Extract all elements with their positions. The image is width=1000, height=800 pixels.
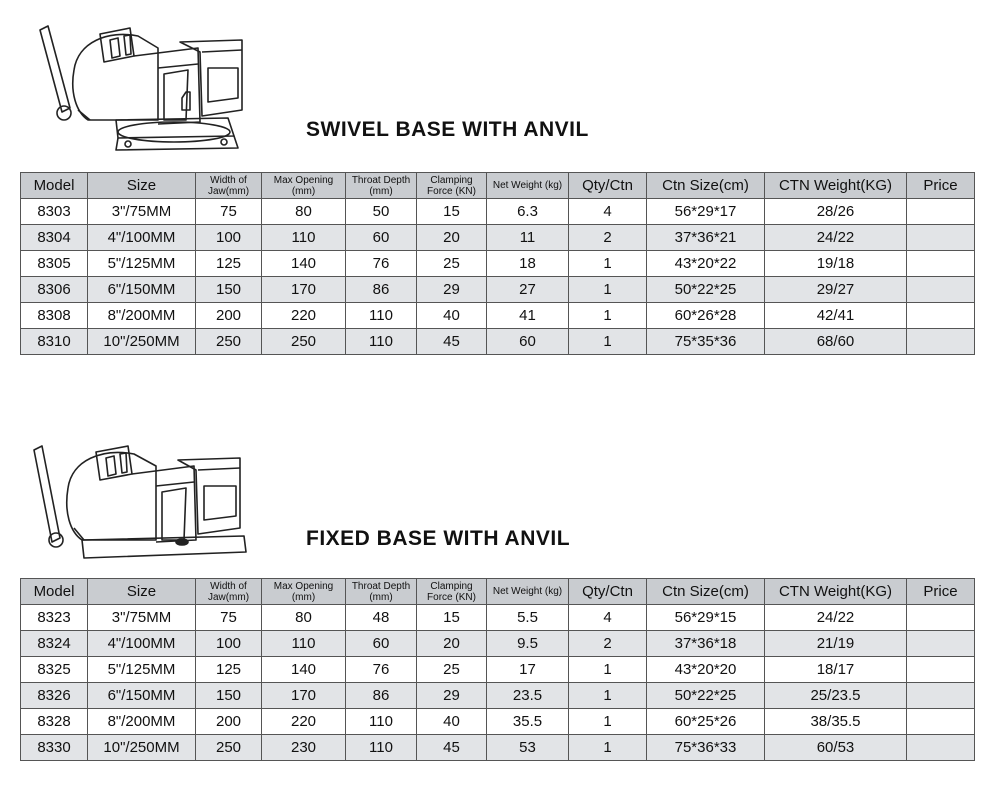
cell-model: 8330 — [21, 735, 88, 761]
col-header-ctn-size: Ctn Size(cm) — [647, 173, 765, 199]
col-header-size: Size — [88, 173, 196, 199]
cell-size: 3"/75MM — [88, 605, 196, 631]
table-header-row — [21, 173, 975, 199]
cell-price — [907, 631, 975, 657]
cell-clamping-force: 20 — [417, 225, 487, 251]
cell-model: 8325 — [21, 657, 88, 683]
cell-throat-depth: 110 — [346, 735, 417, 761]
cell-size: 5"/125MM — [88, 251, 196, 277]
cell-max-opening: 250 — [262, 329, 346, 355]
table-row — [21, 199, 975, 225]
cell-net-weight: 23.5 — [487, 683, 569, 709]
cell-ctn-size: 60*26*28 — [647, 303, 765, 329]
section-title: SWIVEL BASE WITH ANVIL — [306, 118, 589, 141]
table-row — [21, 277, 975, 303]
col-header-ctn-weight: CTN Weight(KG) — [765, 579, 907, 605]
cell-throat-depth: 86 — [346, 277, 417, 303]
cell-ctn-weight: 29/27 — [765, 277, 907, 303]
cell-max-opening: 140 — [262, 657, 346, 683]
cell-model: 8323 — [21, 605, 88, 631]
col-header-throat-depth: Throat Depth (mm) — [346, 579, 417, 605]
cell-max-opening: 110 — [262, 225, 346, 251]
cell-qty-ctn: 1 — [569, 277, 647, 303]
cell-size: 8"/200MM — [88, 303, 196, 329]
cell-jaw-width: 75 — [196, 199, 262, 225]
cell-ctn-size: 60*25*26 — [647, 709, 765, 735]
cell-price — [907, 683, 975, 709]
cell-ctn-size: 37*36*18 — [647, 631, 765, 657]
table-row — [21, 683, 975, 709]
col-header-max-opening: Max Opening (mm) — [262, 173, 346, 199]
cell-jaw-width: 100 — [196, 631, 262, 657]
cell-size: 4"/100MM — [88, 225, 196, 251]
cell-clamping-force: 45 — [417, 735, 487, 761]
cell-size: 4"/100MM — [88, 631, 196, 657]
cell-ctn-size: 50*22*25 — [647, 277, 765, 303]
cell-clamping-force: 29 — [417, 683, 487, 709]
cell-size: 3"/75MM — [88, 199, 196, 225]
cell-jaw-width: 125 — [196, 251, 262, 277]
table-row — [21, 251, 975, 277]
cell-model: 8326 — [21, 683, 88, 709]
cell-ctn-weight: 18/17 — [765, 657, 907, 683]
cell-model: 8306 — [21, 277, 88, 303]
col-header-model: Model — [21, 579, 88, 605]
cell-jaw-width: 200 — [196, 709, 262, 735]
cell-ctn-weight: 21/19 — [765, 631, 907, 657]
cell-ctn-size: 56*29*17 — [647, 199, 765, 225]
cell-clamping-force: 15 — [417, 199, 487, 225]
cell-price — [907, 199, 975, 225]
cell-size: 6"/150MM — [88, 683, 196, 709]
cell-qty-ctn: 2 — [569, 631, 647, 657]
cell-size: 10"/250MM — [88, 735, 196, 761]
cell-price — [907, 251, 975, 277]
fixed-vise-illustration-icon — [18, 428, 280, 578]
col-header-net-weight: Net Weight (kg) — [487, 579, 569, 605]
table-row — [21, 605, 975, 631]
cell-ctn-size: 43*20*22 — [647, 251, 765, 277]
cell-max-opening: 170 — [262, 277, 346, 303]
cell-price — [907, 709, 975, 735]
cell-ctn-weight: 68/60 — [765, 329, 907, 355]
cell-clamping-force: 29 — [417, 277, 487, 303]
cell-max-opening: 170 — [262, 683, 346, 709]
cell-clamping-force: 20 — [417, 631, 487, 657]
cell-ctn-weight: 38/35.5 — [765, 709, 907, 735]
cell-throat-depth: 86 — [346, 683, 417, 709]
fixed-base-section — [0, 410, 1000, 800]
table-row — [21, 631, 975, 657]
cell-jaw-width: 250 — [196, 735, 262, 761]
cell-jaw-width: 150 — [196, 683, 262, 709]
cell-net-weight: 53 — [487, 735, 569, 761]
cell-qty-ctn: 1 — [569, 683, 647, 709]
cell-ctn-weight: 24/22 — [765, 605, 907, 631]
cell-price — [907, 605, 975, 631]
col-header-max-opening: Max Opening (mm) — [262, 579, 346, 605]
section-title: FIXED BASE WITH ANVIL — [306, 527, 571, 550]
table-row — [21, 709, 975, 735]
cell-clamping-force: 15 — [417, 605, 487, 631]
cell-max-opening: 220 — [262, 709, 346, 735]
cell-jaw-width: 150 — [196, 277, 262, 303]
cell-model: 8305 — [21, 251, 88, 277]
cell-clamping-force: 40 — [417, 709, 487, 735]
cell-model: 8328 — [21, 709, 88, 735]
cell-throat-depth: 60 — [346, 225, 417, 251]
cell-ctn-weight: 42/41 — [765, 303, 907, 329]
cell-jaw-width: 125 — [196, 657, 262, 683]
cell-clamping-force: 25 — [417, 657, 487, 683]
cell-size: 10"/250MM — [88, 329, 196, 355]
cell-price — [907, 225, 975, 251]
cell-jaw-width: 100 — [196, 225, 262, 251]
table-row — [21, 225, 975, 251]
cell-price — [907, 735, 975, 761]
table-row — [21, 303, 975, 329]
col-header-ctn-size: Ctn Size(cm) — [647, 579, 765, 605]
cell-size: 6"/150MM — [88, 277, 196, 303]
table-row — [21, 657, 975, 683]
fixed-spec-table — [20, 578, 975, 761]
table-row — [21, 329, 975, 355]
cell-net-weight: 17 — [487, 657, 569, 683]
cell-throat-depth: 76 — [346, 251, 417, 277]
col-header-net-weight: Net Weight (kg) — [487, 173, 569, 199]
cell-net-weight: 60 — [487, 329, 569, 355]
cell-price — [907, 303, 975, 329]
cell-model: 8324 — [21, 631, 88, 657]
cell-qty-ctn: 4 — [569, 605, 647, 631]
col-header-price: Price — [907, 173, 975, 199]
cell-net-weight: 41 — [487, 303, 569, 329]
cell-model: 8304 — [21, 225, 88, 251]
cell-jaw-width: 250 — [196, 329, 262, 355]
cell-throat-depth: 110 — [346, 303, 417, 329]
cell-max-opening: 220 — [262, 303, 346, 329]
cell-qty-ctn: 2 — [569, 225, 647, 251]
cell-ctn-size: 75*35*36 — [647, 329, 765, 355]
cell-ctn-weight: 19/18 — [765, 251, 907, 277]
cell-qty-ctn: 1 — [569, 251, 647, 277]
col-header-ctn-weight: CTN Weight(KG) — [765, 173, 907, 199]
col-header-clamping-force: Clamping Force (KN) — [417, 579, 487, 605]
swivel-vise-illustration-icon — [18, 12, 280, 162]
cell-net-weight: 6.3 — [487, 199, 569, 225]
cell-ctn-weight: 24/22 — [765, 225, 907, 251]
cell-throat-depth: 110 — [346, 329, 417, 355]
cell-jaw-width: 200 — [196, 303, 262, 329]
cell-max-opening: 140 — [262, 251, 346, 277]
cell-ctn-size: 50*22*25 — [647, 683, 765, 709]
cell-ctn-size: 37*36*21 — [647, 225, 765, 251]
cell-model: 8303 — [21, 199, 88, 225]
cell-clamping-force: 45 — [417, 329, 487, 355]
cell-qty-ctn: 1 — [569, 735, 647, 761]
table-header-row — [21, 579, 975, 605]
cell-net-weight: 9.5 — [487, 631, 569, 657]
cell-ctn-size: 75*36*33 — [647, 735, 765, 761]
cell-qty-ctn: 1 — [569, 329, 647, 355]
cell-ctn-weight: 28/26 — [765, 199, 907, 225]
cell-model: 8310 — [21, 329, 88, 355]
cell-qty-ctn: 4 — [569, 199, 647, 225]
cell-clamping-force: 25 — [417, 251, 487, 277]
cell-clamping-force: 40 — [417, 303, 487, 329]
col-header-jaw-width: Width of Jaw(mm) — [196, 579, 262, 605]
cell-throat-depth: 50 — [346, 199, 417, 225]
cell-net-weight: 35.5 — [487, 709, 569, 735]
cell-ctn-weight: 60/53 — [765, 735, 907, 761]
cell-qty-ctn: 1 — [569, 709, 647, 735]
col-header-qty-ctn: Qty/Ctn — [569, 579, 647, 605]
cell-ctn-size: 56*29*15 — [647, 605, 765, 631]
cell-size: 8"/200MM — [88, 709, 196, 735]
cell-throat-depth: 60 — [346, 631, 417, 657]
table-row — [21, 735, 975, 761]
cell-ctn-size: 43*20*20 — [647, 657, 765, 683]
col-header-jaw-width: Width of Jaw(mm) — [196, 173, 262, 199]
col-header-clamping-force: Clamping Force (KN) — [417, 173, 487, 199]
cell-price — [907, 329, 975, 355]
col-header-throat-depth: Throat Depth (mm) — [346, 173, 417, 199]
cell-max-opening: 80 — [262, 605, 346, 631]
cell-net-weight: 5.5 — [487, 605, 569, 631]
col-header-model: Model — [21, 173, 88, 199]
cell-max-opening: 230 — [262, 735, 346, 761]
cell-max-opening: 110 — [262, 631, 346, 657]
cell-qty-ctn: 1 — [569, 657, 647, 683]
cell-throat-depth: 76 — [346, 657, 417, 683]
cell-throat-depth: 48 — [346, 605, 417, 631]
cell-net-weight: 11 — [487, 225, 569, 251]
swivel-spec-table — [20, 172, 975, 355]
cell-price — [907, 657, 975, 683]
cell-net-weight: 27 — [487, 277, 569, 303]
cell-qty-ctn: 1 — [569, 303, 647, 329]
cell-max-opening: 80 — [262, 199, 346, 225]
cell-size: 5"/125MM — [88, 657, 196, 683]
col-header-size: Size — [88, 579, 196, 605]
cell-net-weight: 18 — [487, 251, 569, 277]
col-header-price: Price — [907, 579, 975, 605]
cell-model: 8308 — [21, 303, 88, 329]
cell-price — [907, 277, 975, 303]
cell-jaw-width: 75 — [196, 605, 262, 631]
cell-throat-depth: 110 — [346, 709, 417, 735]
swivel-base-section — [0, 0, 1000, 380]
col-header-qty-ctn: Qty/Ctn — [569, 173, 647, 199]
cell-ctn-weight: 25/23.5 — [765, 683, 907, 709]
